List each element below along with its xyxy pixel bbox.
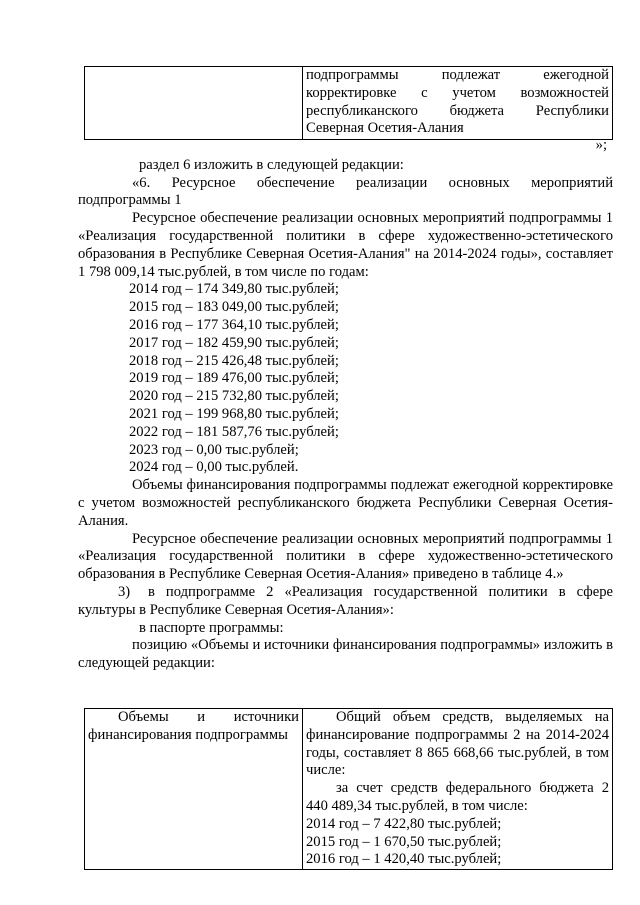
paragraph-volumes: Объемы финансирования подпрограммы подлежат ежегодной корректировке с учетом возможностей республиканского бюджета Республики Северная Осетия-Алания. [78, 477, 613, 529]
list-item: 2022 год – 181 587,76 тыс.рублей; [129, 423, 339, 440]
table-cell-right: подпрограммы подлежат ежегодной корректировке с учетом возможностей республиканского бюджета Республики Северная Осетия-Алания [303, 67, 613, 140]
list-item: 2014 год – 7 422,80 тыс.рублей; [306, 815, 502, 832]
list-item: 2019 год – 189 476,00 тыс.рублей; [129, 370, 339, 387]
paragraph-section6: раздел 6 изложить в следующей редакции: [139, 156, 404, 173]
paragraph-passport: в паспорте программы: [139, 619, 284, 636]
subprogram-passport-table-fragment [84, 66, 613, 140]
list-item: 2018 год – 215 426,48 тыс.рублей; [129, 352, 339, 369]
paragraph-table4-reference: Ресурсное обеспечение реализации основных мероприятий подпрограммы 1 «Реализация государственной политики в сфере художественно-эстетического образования в Республике Северная Осетия-Алания» приведено в таблице 4.» [78, 530, 613, 583]
list-item: 2021 год – 199 968,80 тыс.рублей; [129, 405, 339, 422]
item-number: 3) [118, 583, 131, 600]
table-cell-label-line1: Объемы и источники [118, 709, 299, 725]
closing-quote: »; [595, 137, 607, 153]
table-row [85, 67, 613, 140]
paragraph-section6-heading: «6. Ресурсное обеспечение реализации основных мероприятий подпрограммы 1 [78, 174, 613, 209]
paragraph-position: позицию «Объемы и источники финансирования подпрограммы» изложить в следующей редакции: [78, 637, 613, 672]
funding-sources-table [84, 708, 613, 870]
list-item: 2017 год – 182 459,90 тыс.рублей; [129, 334, 339, 351]
table-cell-label-line2: финансирования подпрограммы [88, 726, 288, 743]
table-cell-right [303, 709, 613, 870]
paragraph-item3 [78, 584, 613, 620]
list-item: 2024 год – 0,00 тыс.рублей. [129, 459, 299, 476]
document-body [78, 137, 613, 673]
list-item: 2015 год – 1 670,50 тыс.рублей; [306, 833, 502, 850]
federal-funding-text: за счет средств федерального бюджета 2 440 489,34 тыс.рублей, в том числе: [306, 780, 609, 814]
list-item: 2015 год – 183 049,00 тыс.рублей; [129, 299, 339, 316]
total-funding-text: Общий объем средств, выделяемых на финансирование подпрограммы 2 на 2014-2024 годы, составляет 8 865 668,66 тыс.рублей, в том числе: [306, 709, 609, 779]
year-list [92, 281, 613, 477]
list-item: 2023 год – 0,00 тыс.рублей; [129, 441, 299, 458]
table-cell-left [85, 67, 303, 140]
paragraph-resource-provision: Ресурсное обеспечение реализации основных мероприятий подпрограммы 1 «Реализация государственной политики в сфере художественно-эстетического образования в Республике Северная Осетия-Алания" на 2014-2024 годы», составляет 1 798 009,14 тыс.рублей, в том числе по годам: [78, 210, 613, 280]
list-item: 2020 год – 215 732,80 тыс.рублей; [129, 388, 339, 405]
list-item: 2016 год – 1 420,40 тыс.рублей; [306, 851, 502, 868]
list-item: 2014 год – 174 349,80 тыс.рублей; [129, 281, 339, 298]
table-row [85, 709, 613, 870]
list-item: 2016 год – 177 364,10 тыс.рублей; [129, 316, 339, 333]
item3-text: в подпрограмме 2 «Реализация государственной политики в сфере культуры в Республике Северная Осетия-Алания»: [78, 583, 613, 618]
table-cell-left [85, 709, 303, 870]
